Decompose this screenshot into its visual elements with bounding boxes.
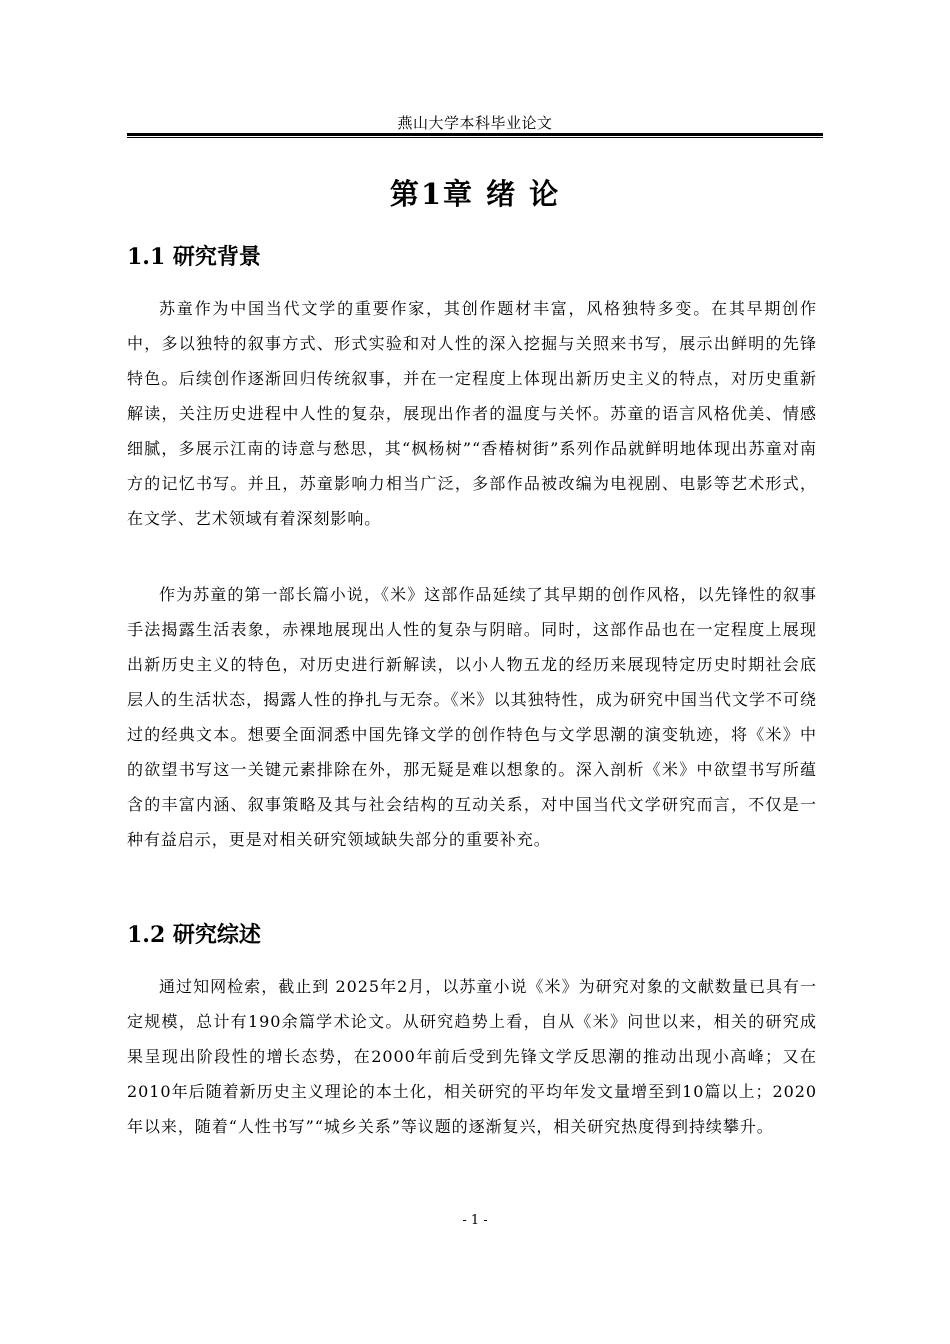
running-header: 燕山大学本科毕业论文 bbox=[397, 114, 553, 132]
chapter-title: 第1章 绪 论 bbox=[389, 177, 561, 211]
paragraph-review-1: 通过知网检索，截止到 2025年2月，以苏童小说《米》为研究对象的文献数量已具有一定规模，总计有190余篇学术论文。从研究趋势上看，自从《米》问世以来，相关的研究成果呈现出阶段性的增长态势，在2000年前后受到先锋文学反思潮的推动出现小高峰；又在2010年后随着新历史主义理论的本土化，相关研究的平均年发文量增至到10篇以上；2020年以来，随着“人性书写”“城乡关系”等议题的逐渐复兴，相关研究热度得到持续攀升。 bbox=[127, 977, 817, 1136]
header-double-rule bbox=[127, 133, 823, 138]
paragraph-background-1: 苏童作为中国当代文学的重要作家，其创作题材丰富，风格独特多变。在其早期创作中，多以独特的叙事方式、形式实验和对人性的深入挖掘与关照来书写，展示出鲜明的先锋特色。后续创作逐渐回归传统叙事，并在一定程度上体现出新历史主义的特点，对历史重新解读，关注历史进程中人性的复杂，展现出作者的温度与关怀。苏童的语言风格优美、情感细腻，多展示江南的诗意与愁思，其“枫杨树”“香椿树街”系列作品就鲜明地体现出苏童对南方的记忆书写。并且，苏童影响力相当广泛，多部作品被改编为电视剧、电影等艺术形式，在文学、艺术领域有着深刻影响。 bbox=[127, 299, 817, 528]
section-heading-1-2: 1.2 研究综述 bbox=[127, 922, 261, 948]
page-number: - 1 - bbox=[462, 1213, 488, 1228]
section-heading-1-1: 1.1 研究背景 bbox=[127, 244, 261, 270]
paragraph-background-2: 作为苏童的第一部长篇小说，《米》这部作品延续了其早期的创作风格，以先锋性的叙事手法揭露生活表象，赤裸地展现出人性的复杂与阴暗。同时，这部作品也在一定程度上展现出新历史主义的特色，对历史进行新解读，以小人物五龙的经历来展现特定历史时期社会底层人的生活状态，揭露人性的挣扎与无奈。《米》以其独特性，成为研究中国当代文学不可绕过的经典文本。想要全面洞悉中国先锋文学的创作特色与文学思潮的演变轨迹，将《米》中的欲望书写这一关键元素排除在外，那无疑是难以想象的。深入剖析《米》中欲望书写所蕴含的丰富内涵、叙事策略及其与社会结构的互动关系，对中国当代文学研究而言，不仅是一种有益启示，更是对相关研究领域缺失部分的重要补充。 bbox=[127, 585, 817, 849]
